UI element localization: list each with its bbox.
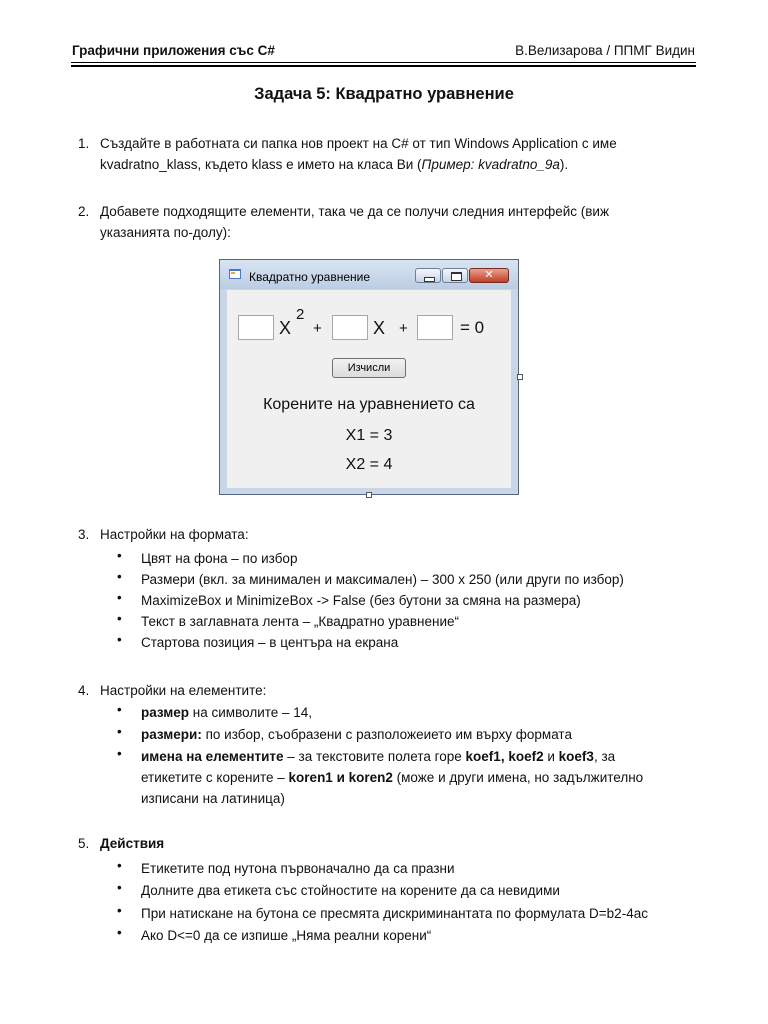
x-squared-label: X: [279, 318, 292, 338]
window-title: Квадратно уравнение: [249, 270, 371, 284]
section-2-line-1: Добавете подходящите елементи, така че да се получи следния интерфейс (виж: [100, 204, 609, 219]
koren1-label: X1 = 3: [345, 427, 393, 444]
resize-handle-bottom: [366, 492, 372, 498]
x-label: X: [373, 318, 386, 338]
minimize-icon: [424, 277, 435, 282]
maximize-icon: [451, 272, 462, 281]
plus-label-1: +: [313, 320, 322, 337]
bullet: •: [117, 569, 122, 584]
header-course-title: Графични приложения със C#: [72, 43, 275, 58]
list-item: Цвят на фона – по избор: [141, 551, 298, 566]
bullet: •: [117, 858, 122, 873]
bullet: •: [117, 590, 122, 605]
koef1-textbox[interactable]: [238, 315, 274, 340]
form-window-screenshot: [219, 259, 519, 495]
section-5-number: 5.: [78, 836, 90, 851]
bullet: •: [117, 632, 122, 647]
list-item: размери: по избор, съобразени с разположеието им върху формата: [141, 727, 572, 742]
list-item: Стартова позиция – в центъра на екрана: [141, 635, 399, 650]
list-item: Текст в заглавната лента – „Квадратно уравнение“: [141, 614, 460, 629]
window-titlebar: [220, 260, 518, 289]
section-4-heading: Настройки на елементите:: [100, 683, 267, 698]
form-client-area: [227, 290, 511, 488]
bullet: •: [117, 903, 122, 918]
list-item: Етикетите под нутона първоначално да са празни: [141, 861, 455, 876]
bullet: •: [117, 925, 122, 940]
resize-handle-right: [517, 374, 523, 380]
section-2-line-2: указанията по-долу):: [100, 225, 231, 240]
bullet: •: [117, 611, 122, 626]
section-3-number: 3.: [78, 527, 90, 542]
list-item-continuation: етикетите с корените – koren1 и koren2 (може и други имена, но задължително: [141, 770, 644, 785]
list-item: имена на елементите – за текстовите полета горе koef1, koef2 и koef3, за: [141, 749, 616, 764]
app-icon: [229, 269, 241, 279]
list-item: Долните два етикета със стойностите на корените да са невидими: [141, 883, 560, 898]
calculate-button[interactable]: Изчисли: [332, 358, 406, 378]
header-author: В.Велизарова / ППМГ Видин: [515, 43, 695, 58]
close-icon: ✕: [484, 269, 494, 281]
list-item-continuation: изписани на латиница): [141, 791, 285, 806]
page-title: Задача 5: Квадратно уравнение: [254, 85, 514, 103]
list-item: MaximizeBox и MinimizeBox -> False (без бутони за смяна на размера): [141, 593, 581, 608]
section-4-number: 4.: [78, 683, 90, 698]
list-item: Размери (вкл. за минимален и максимален) – 300 х 250 (или други по избор): [141, 572, 624, 587]
exponent-label: 2: [296, 306, 305, 323]
bullet: •: [117, 880, 122, 895]
bullet: •: [117, 724, 122, 739]
header-divider: [71, 62, 696, 63]
koef2-textbox[interactable]: [332, 315, 368, 340]
section-1-line-1: Създайте в работната си папка нов проект на C# от тип Windows Application с име: [100, 136, 617, 151]
minimize-button[interactable]: [415, 268, 441, 283]
equals-zero-label: = 0: [460, 318, 485, 337]
bullet: •: [117, 548, 122, 563]
maximize-button[interactable]: [442, 268, 468, 283]
section-3-heading: Настройки на формата:: [100, 527, 249, 542]
plus-label-2: +: [399, 320, 408, 337]
section-2-number: 2.: [78, 204, 90, 219]
koef3-textbox[interactable]: [417, 315, 453, 340]
koren2-label: X2 = 4: [345, 456, 393, 473]
list-item: размер на символите – 14,: [141, 705, 313, 720]
section-1-number: 1.: [78, 136, 90, 151]
section-1-line-2: kvadratno_klass, където klass е името на класа Ви (Пример: kvadratno_9а).: [100, 157, 569, 172]
bullet: •: [117, 702, 122, 717]
bullet: •: [117, 746, 122, 761]
roots-heading-label: Корените на уравнението са: [263, 396, 475, 413]
list-item: Ако D<=0 да се изпише „Няма реални корени“: [141, 928, 432, 943]
section-5-heading: Действия: [100, 836, 165, 851]
header-divider-thick: [71, 65, 696, 67]
list-item: При натискане на бутона се пресмята дискриминантата по формулата D=b2-4ac: [141, 906, 648, 921]
close-button[interactable]: [469, 268, 509, 283]
